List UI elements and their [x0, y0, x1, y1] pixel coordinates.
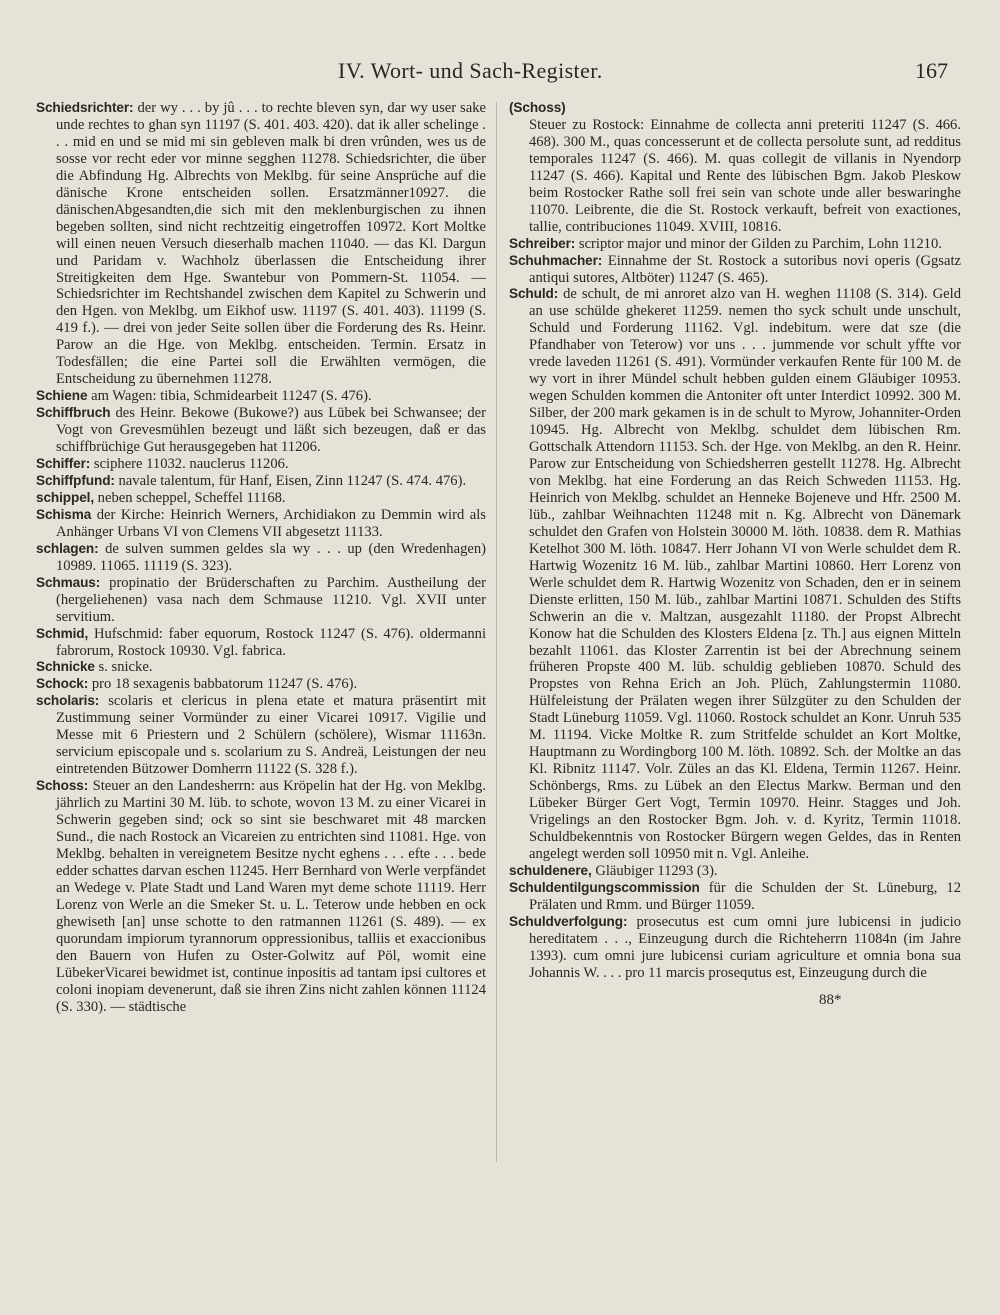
entry-term: Schmid, — [36, 625, 89, 641]
page-title: IV. Wort- und Sach-Register. — [338, 58, 603, 83]
entry-text: navale talentum, für Hanf, Eisen, Zinn 11247 (S. 474. 476). — [114, 472, 467, 489]
entry-text: propinatio der Brüderschaften zu Parchim. Austheilung der (hergeliehenen) vasa nach dem Schmause 11210. Vgl. XVII unter servitium. — [56, 574, 486, 625]
index-entry — [509, 117, 961, 236]
index-entry — [36, 456, 486, 473]
entry-term: Schisma — [36, 506, 92, 522]
entry-term: Schiffbruch — [36, 405, 111, 421]
index-entry — [36, 778, 486, 1015]
entry-text: Einnahme der St. Rostock a sutoribus novi operis (Ggsatz antiqui sutores, Altböter) 11247 (S. 465). — [529, 252, 961, 286]
entry-term: Schuldentilgungscommission — [509, 879, 700, 895]
column-divider — [496, 102, 497, 1162]
entry-text: am Wagen: tibia, Schmidearbeit 11247 (S. 476). — [87, 388, 372, 405]
index-entry — [36, 659, 486, 676]
entry-term: schuldenere, — [509, 862, 592, 878]
right-column — [509, 100, 961, 1009]
continuation-heading — [509, 100, 961, 117]
entry-term: Schreiber: — [509, 235, 576, 251]
entry-text: der wy . . . by jû . . . to rechte bleven syn, dar wy user sake unde rechtes to ghan syn 11197 (S. 401. 403. 420). dat ik aller schelinge . . . mid en und se mid mi sin gebleven malk bi dren vrûnden, wes us de sosse vor recht eder vor minne segghen 11278. Schiedsrichter, die über die Abfindung Hg. Albrechts von Meklbg. für seine Ansprüche auf die dänische Krone entscheiden sollen. Ersatzmänner10927. die dänischenAbgesandten,die sich mit den meklenburgischen zu ihnen begeben sollten, sind nicht rechtzeitig eingetroffen 10972. Kort Moltke will einen neuen Versuch dieserhalb machen 11040. — das Kl. Dargun und Paridam v. Wachholz überlassen die Entscheidung ihrer Streitigkeiten dem Hge. Swantebur von Pommern-St. 11054. — Schiedsrichter im Rechtshandel zwischen dem Kapitel zu Schwerin und den Hgen. von Meklbg. um Eikhof usw. 11197 (S. 401. 403). 11199 (S. 419 f.). — drei von jeder Seite sollen über die Forderung des Rs. Heinr. Parow an die Hge. von Meklbg. entscheiden. Termin. Ersatz in Todesfällen; die eine Partei soll die Erwählten vermögen, die Entscheidung zu übernehmen 11278. — [56, 100, 486, 388]
entry-term: Schuldverfolgung: — [509, 913, 628, 929]
entry-term: Schoss: — [36, 778, 89, 794]
entry-text: pro 18 sexagenis babbatorum 11247 (S. 476). — [88, 676, 358, 693]
page-number: 167 — [915, 58, 948, 83]
index-entry — [509, 914, 961, 982]
entry-text: neben scheppel, Scheffel 11168. — [94, 489, 286, 506]
entry-term: Schuhmacher: — [509, 252, 603, 268]
entry-term: Schiene — [36, 388, 88, 404]
index-entry — [509, 253, 961, 287]
index-entry — [36, 541, 486, 575]
entry-text: Gläubiger 11293 (3). — [591, 862, 718, 879]
entry-term: (Schoss) — [509, 100, 566, 115]
entry-text: des Heinr. Bekowe (Bukowe?) aus Lübek bei Schwansee; der Vogt von Grevesmühlen bezeugt und läßt sich bezeugen, daß er das schiffbrüchige Gut herausgegeben hat 11206. — [56, 405, 486, 456]
index-entry — [36, 100, 486, 388]
index-entry — [36, 575, 486, 626]
index-entry — [509, 880, 961, 914]
entry-term: Schiffer: — [36, 456, 91, 472]
index-entry — [36, 490, 486, 507]
entry-term: Schock: — [36, 676, 89, 692]
entry-text: s. snicke. — [94, 659, 153, 676]
entry-term: Schmaus: — [36, 574, 101, 590]
index-entry — [36, 507, 486, 541]
entry-text: scriptor major und minor der Gilden zu Parchim, Lohn 11210. — [575, 235, 942, 252]
signature-mark: 88* — [819, 991, 842, 1008]
entry-text: der Kirche: Heinrich Werners, Archidiakon zu Demmin wird als Anhänger Urbans VI von Clemens VII abgesetzt 11133. — [56, 506, 486, 540]
entry-term: scholaris: — [36, 693, 100, 709]
index-entry — [36, 473, 486, 490]
entry-text: für die Schulden der St. Lüneburg, 12 Prälaten und Rmm. und Bürger 11059. — [529, 879, 961, 913]
entry-text: Hufschmid: faber equorum, Rostock 11247 (S. 476). oldermanni fabrorum, Rostock 10930. Vgl. fabrica. — [56, 625, 486, 659]
index-entry — [36, 626, 486, 660]
index-entry — [36, 693, 486, 778]
entry-term: schippel, — [36, 489, 95, 505]
entry-text: Steuer an den Landesherrn: aus Kröpelin hat der Hg. von Meklbg. jährlich zu Martini 30 M. lüb. to schote, wovon 13 M. zu einer Vicarei in Schwerin gegeben sind; ock so sint sie beschwaret mit 48 marcken Sund., die nach Rostock an Vicareien zu entrichten sind 11081. Hge. von Meklbg. behalten in vereignetem Besitze nycht eghens . . . efte . . . bede edder schattes darvan eschen 11245. Herr Bernhard von Werle verpfändet an Wedege v. Plate Stadt und Land Waren myt deme schote 11119. Herr Lorenz von Werle an die Smeker St. u. L. Teterow unde hebben en ock ghewiseth [an] unse schotte to den ratmannen 11261 (S. 489). — ex quorundam impiorum tyrannorum oppressionibus, talliis et exaccionibus den Bauern von Hufen zu Oster-Golwitz auf Pöl, womit eine LübekerVicarei bewidmet ist, continue inpositis ad tantam ipsi cultores et coloni inopiam devenerunt, daß sie ihren Zins nicht zahlen können 11124 (S. 330). — städtische — [56, 778, 486, 1015]
entry-term: Schiffpfund: — [36, 472, 115, 488]
index-entry — [509, 236, 961, 253]
entry-text: scolaris et clericus in plena etate et matura präsentirt mit Zustimmung seiner Vormünder zu einer Vicarei 10917. Vigilie und Messe mit 6 Priestern und 2 Schülern (schölere), Wismar 11163n. servicium episcopale und s. scolarium zu S. Andreä, Leistungen der neu eintretenden Bützower Domherrn 11122 (S. 328 f.). — [56, 693, 486, 778]
entry-term: Schuld: — [509, 286, 559, 302]
index-entry — [36, 676, 486, 693]
entry-term: Schnicke — [36, 659, 95, 675]
entry-term: Schiedsrichter: — [36, 100, 134, 115]
left-column — [36, 100, 486, 1015]
running-header — [0, 58, 1000, 92]
index-entry — [509, 863, 961, 880]
index-entry — [36, 405, 486, 456]
entry-text: prosecutus est cum omni jure lubicensi in judicio hereditatem . . ., Einzeugung durch die Richteherrn 11084n (im Jahre 1393). cum omni jure lubicensi curiam agriculture et omnia bona sua Johannis W. . . . pro 11 marcis prosequtus est, Einzeugung durch die — [529, 913, 961, 981]
entry-text: sciphere 11032. nauclerus 11206. — [90, 456, 289, 473]
entry-text: de schult, de mi anroret alzo van H. weghen 11108 (S. 314). Geld an use schülde ghekeret 11259. nemen tho syck schult unde unschult, Schuld und Forderung 11162. Vgl. indebitum. were dat sze (die Pfandhaber von Teterow) vor uns . . . jummende vor schult yffte vor vrede laveden 11261 (S. 491). Vormünder verkaufen Rente für 100 M. de wy vort in ihrer Mündel schult hebben gulden einem Gläubiger 10953. wegen Schulden kommen die Antoniter oft unter Interdict 10992. 300 M. Silber, der 200 mark gekamen is in de schult to Myrow, Johanniter-Orden 10945. Hg. Albrecht von Meklbg. schuldet dem lübischen Rm. Gottschalk Attendorn 11153. Sch. der Hge. von Meklbg. an den R. Heinr. Parow zur Entscheidung von Schiedsherren gestellt 11278. Hg. Albrecht von Meklbg. hat eine Forderung an das Reich Schweden 11153. Hg. Heinrich von Meklbg. schuldet an Henneke Bojeneve und Hfr. 2500 M. lüb., zahlbar Weihnachten 11248 mit n. Kg. Albrecht von Dänemark schuldet den Grafen von Holstein 30000 M. löth. 10838. dem R. Mathias Ketelhot 300 M. löth. 10847. Herr Johann VI von Werle schuldet dem R. Hartwig Wozenitz 16 M. lüb., zahlbar Martini 10860. Herr Lorenz von Werle schuldet dem R. Hartwig Wozenitz von Schaden, den er in seinem Dienste erlitten, 150 M. lüb., zahlbar Martini 10871. Schulden des Stifts Schwerin an die v. Maltzan, ausgezahlt 11180. der Propst Albrecht Konow hat die Schulden des Klosters Eldena [z. Th.] aus eignen Mitteln bezahlt 11061. das Kloster Zarrentin ist bei der Abrechnung seinem früheren Propste 400 M. lüb. schuldig geblieben 10870. Schuld des Propstes von Rehna Erich an Joh. Plüch, Zahlungstermin 11080. Hülfeleistung der Prälaten wegen ihrer Sülzgüter zu den Schulden der Stadt Lüneburg 11059. Vgl. 11060. Rostock schuldet an Konr. Unruh 535 M. 11194. Vicke Moltke R. zum Stritfelde schuldet an Kort Moltke, Hauptmann zu Wordingborg 100 M. löth. 10892. Sch. der Moltke an das Kl. Ribnitz 11147. Volr. Züles an das Kl. Eldena, Termin 11267. Heinr. Schönbergs, Rms. zu Lübek an den Electus Markw. Berman und den Lübeker Bürger Gert Vogt, Termin 10970. Heinr. Stagges und Joh. Vrigelings an den Rostocker Bgm. Joh. v. d. Kyritz, Termin 11018. Schuldbekenntnis von Rostocker Bürgern wegen Geldes, das in Renten angelegt werden soll 10950 mit n. Vgl. Anleihe. — [529, 286, 961, 862]
index-entry — [36, 388, 486, 405]
index-entry — [509, 286, 961, 862]
entry-term: schlagen: — [36, 540, 99, 556]
entry-text: de sulven summen geldes sla wy . . . up (den Wredenhagen) 10989. 11065. 11119 (S. 323). — [56, 540, 486, 574]
entry-text: Steuer zu Rostock: Einnahme de collecta anni preteriti 11247 (S. 466. 468). 300 M., quas concesserunt et de collecta persolute sunt, ad redditus temporales 11247 (S. 466). M. quas collegit de villanis in Nyendorp 11247 (S. 466). Kapital und Rente des lübischen Bgm. Jakob Pleskow beim Rostocker Rathe soll frei sein van schote unde aller beswaringhe 11070. Leibrente, die die St. Rostock verkauft, befreit von exactiones, tallie, contribuciones 11049. XVIII, 10816. — [529, 116, 961, 235]
